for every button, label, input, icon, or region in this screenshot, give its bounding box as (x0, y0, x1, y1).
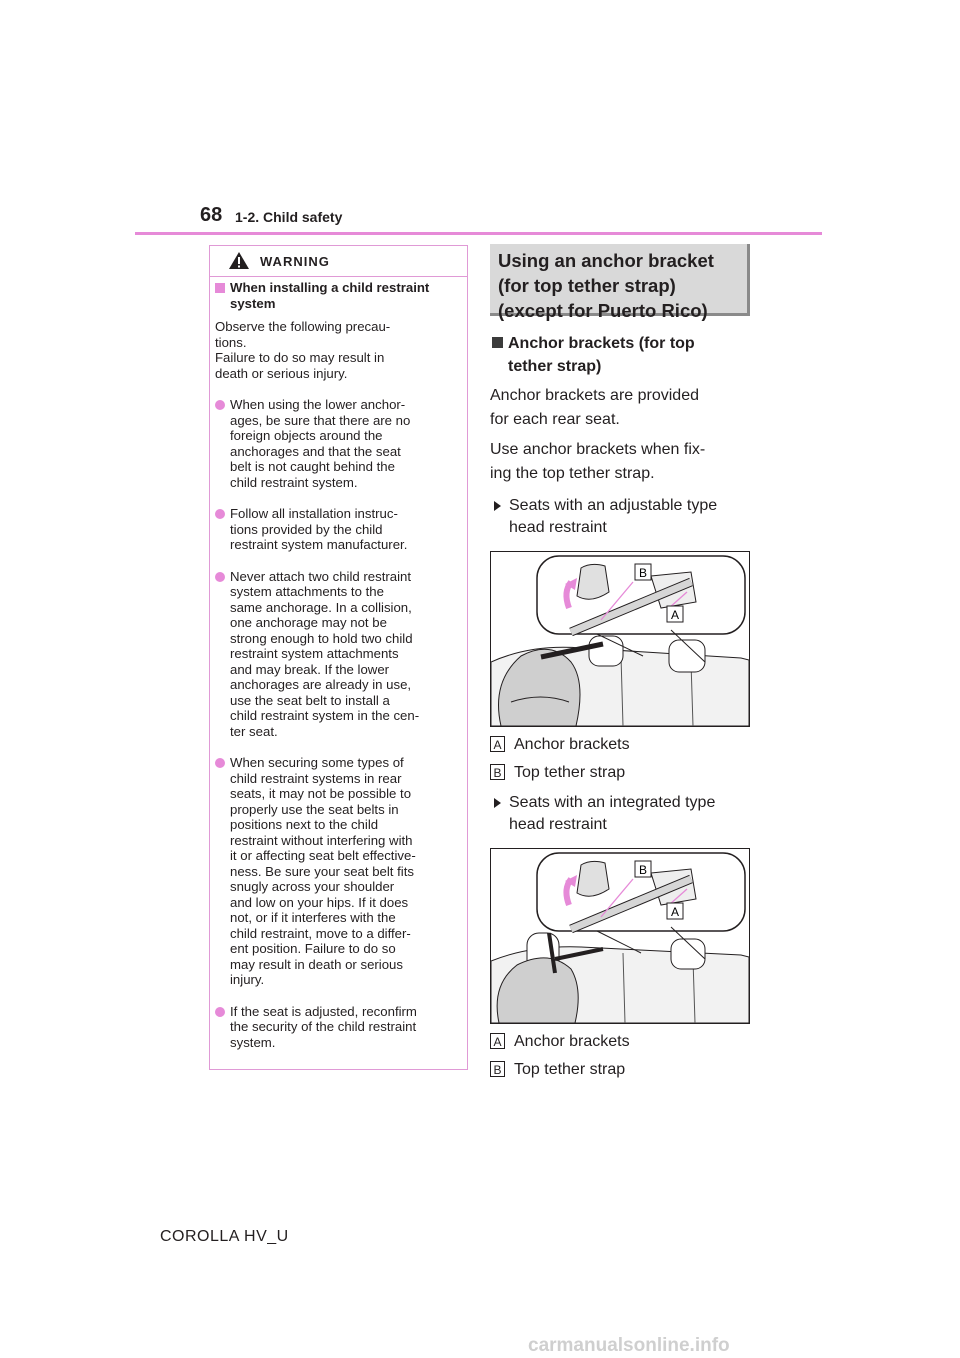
legend-label-a: Anchor brackets (514, 736, 630, 753)
figure-2-label-a: A (670, 905, 680, 919)
legend-key-a: A (490, 736, 505, 752)
figure-1-label-a: A (670, 608, 680, 622)
bullet-adjustable (490, 495, 750, 539)
round-bullet-icon (215, 509, 225, 519)
warning-item (215, 1004, 463, 1051)
warning-item-line: ness. Be sure your seat belt fits (230, 863, 414, 879)
warning-item-line: one anchorage may not be (230, 615, 387, 630)
warning-item-line: When securing some types of (230, 755, 404, 770)
warning-triangle-icon (228, 251, 250, 270)
warning-item (215, 397, 463, 490)
legend-b-2 (490, 1060, 750, 1080)
legend-a (490, 735, 750, 755)
figure-1-label-b: B (638, 566, 648, 580)
section-heading-line: Using an anchor bracket (498, 250, 714, 271)
warning-item-line: use the seat belt to install a (230, 692, 390, 708)
warning-item-line: may result in death or serious (230, 956, 403, 972)
seat-illustration-1 (491, 552, 749, 726)
triangle-bullet-icon (494, 501, 501, 511)
bullet-integrated-text (509, 792, 750, 836)
warning-item-line: properly use the seat belts in (230, 801, 399, 817)
warning-item-line: ter seat. (230, 723, 278, 739)
legend-b (490, 763, 750, 783)
round-bullet-icon (215, 1007, 225, 1017)
section-heading-line: (for top tether strap) (498, 275, 676, 296)
bullet-line: head restraint (509, 816, 607, 833)
legend-key-b: B (490, 1061, 505, 1077)
legend-key-a: A (490, 1033, 505, 1049)
paragraph-1 (490, 384, 750, 432)
bullet-adjustable-text (509, 495, 750, 539)
page-header (0, 0, 960, 240)
section-heading (490, 244, 750, 321)
warning-item-line: anchorages and that the seat (230, 443, 401, 459)
legend-a-2 (490, 1032, 750, 1052)
warning-heading (215, 280, 463, 311)
warning-item-line: not, or if it interferes with the (230, 910, 396, 925)
warning-item-line: child restraint systems in rear (230, 770, 402, 786)
figure-2-label-b: B (638, 863, 648, 877)
triangle-bullet-icon (494, 798, 501, 808)
warning-item-line: When using the lower anchor- (230, 397, 406, 412)
warning-item-line: same anchorage. In a collision, (230, 599, 412, 615)
legend-label-b: Top tether strap (514, 764, 626, 781)
warning-intro-line: Failure to do so may result in (215, 350, 385, 365)
warning-item-line: injury. (230, 972, 265, 987)
footer-model: COROLLA HV_U (160, 1228, 289, 1245)
paragraph-line: Use anchor brackets when fix- (490, 441, 706, 458)
section-heading-line: (except for Puerto Rico) (498, 300, 708, 321)
warning-item-line: restraint system attachments (230, 646, 399, 661)
section-title: 1-2. Child safety (235, 209, 343, 225)
warning-items (215, 397, 463, 1050)
warning-item-line: ent position. Failure to do so (230, 941, 396, 956)
paragraph-line: for each rear seat. (490, 411, 620, 428)
bullet-line: head restraint (509, 519, 607, 536)
warning-item-line: the security of the child restraint (230, 1019, 417, 1034)
warning-item-line: If the seat is adjusted, reconfirm (230, 1003, 417, 1019)
warning-item (215, 755, 463, 988)
subheading (490, 332, 750, 378)
paragraph-line: ing the top tether strap. (490, 465, 655, 482)
warning-intro (215, 319, 463, 381)
subheading-text (508, 332, 750, 378)
warning-item-line: tions provided by the child (230, 521, 383, 537)
warning-item-line: strong enough to hold two child (230, 630, 413, 646)
warning-item-line: ages, be sure that there are no (230, 412, 411, 428)
warning-item-line: belt is not caught behind the (230, 459, 395, 474)
legend-key-b: B (490, 764, 505, 780)
warning-item-line: Never attach two child restraint (230, 568, 412, 584)
paragraph-2 (490, 438, 750, 486)
round-bullet-icon (215, 758, 225, 768)
round-bullet-icon (215, 400, 225, 410)
warning-intro-line: tions. (215, 334, 247, 350)
warning-item-line: foreign objects around the (230, 428, 383, 443)
warning-item (215, 506, 463, 553)
warning-item-line: positions next to the child (230, 817, 379, 832)
warning-item-line: system attachments to the (230, 584, 384, 599)
page-number: 68 (200, 204, 223, 226)
figure-adjustable-head-restraint (490, 551, 750, 727)
warning-body (215, 280, 463, 1066)
warning-item-line: and may break. If the lower (230, 661, 390, 677)
header-rule (135, 232, 822, 235)
bullet-line: Seats with an adjustable type (509, 497, 718, 514)
figure-integrated-head-restraint (490, 848, 750, 1024)
warning-item-line: child restraint, move to a differ- (230, 925, 411, 941)
warning-intro-line: death or serious injury. (215, 365, 348, 381)
warning-intro-line: Observe the following precau- (215, 319, 391, 334)
warning-item-line: it or affecting seat belt effective- (230, 848, 416, 863)
main-column (490, 244, 750, 1080)
warning-item-line: seats, it may not be possible to (230, 786, 412, 801)
legend-label-a: Anchor brackets (514, 1033, 630, 1050)
bullet-line: Seats with an integrated type (509, 794, 716, 811)
warning-item-line: anchorages are already in use, (230, 677, 412, 692)
legend-label-b: Top tether strap (514, 1061, 626, 1078)
warning-item (215, 569, 463, 740)
warning-heading-text: When installing a child restraint system (230, 280, 430, 311)
warning-item-line: Follow all installation instruc- (230, 506, 398, 521)
warning-item-line: and low on your hips. If it does (230, 894, 409, 910)
warning-item-line: snugly across your shoulder (230, 879, 395, 894)
subheading-line: Anchor brackets (for top (508, 335, 695, 352)
warning-item-line: child restraint system in the cen- (230, 708, 420, 723)
bullet-integrated (490, 792, 750, 836)
square-bullet-icon (492, 337, 503, 348)
square-bullet-icon (215, 283, 225, 293)
warning-item-line: restraint without interfering with (230, 832, 413, 848)
warning-box (209, 245, 468, 1070)
warning-item-line: child restraint system. (230, 474, 358, 490)
warning-item-line: restraint system manufacturer. (230, 537, 408, 552)
paragraph-line: Anchor brackets are provided (490, 387, 699, 404)
warning-title: WARNING (260, 254, 330, 269)
round-bullet-icon (215, 572, 225, 582)
warning-item-line: system. (230, 1034, 276, 1050)
watermark: carmanualsonline.info (528, 1335, 730, 1356)
subheading-line: tether strap) (508, 358, 602, 375)
seat-illustration-2 (491, 849, 749, 1023)
warning-header (210, 246, 467, 277)
